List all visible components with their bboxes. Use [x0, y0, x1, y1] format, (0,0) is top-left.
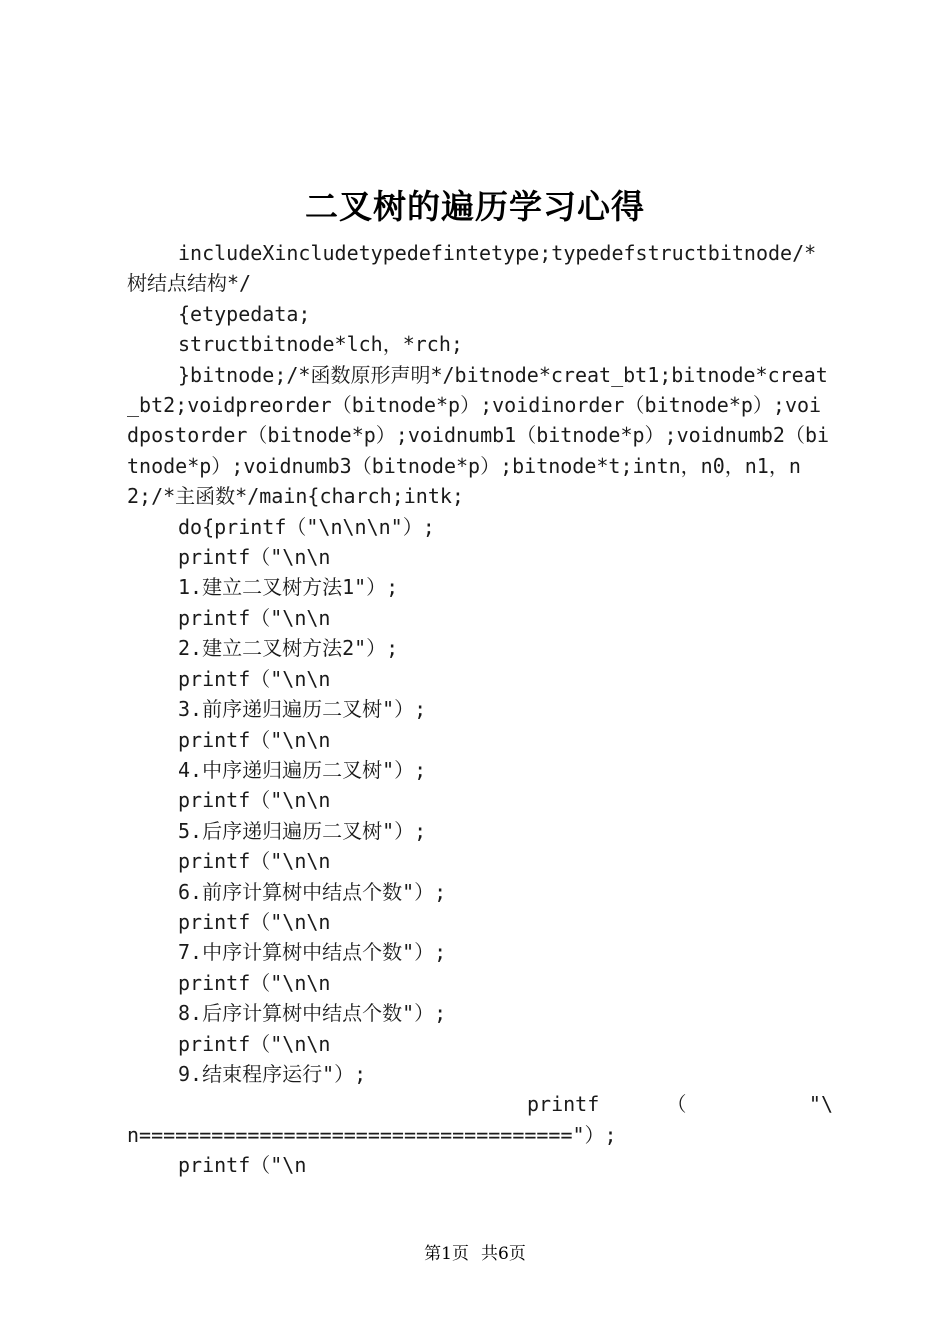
code-paragraph-5: do{printf（"\n\n\n"）; — [178, 514, 435, 539]
menu-item-2: 2.建立二叉树方法2"）; — [178, 636, 399, 661]
code-paragraph-12: printf（"\n\n — [178, 727, 331, 752]
code-paragraph-10: printf（"\n\n — [178, 666, 331, 691]
page-number: 第1页 — [424, 1244, 469, 1264]
menu-item-5: 5.后序递归遍历二叉树"）; — [178, 818, 427, 843]
menu-item-9: 9.结束程序运行"）; — [178, 1061, 367, 1086]
code-paragraph-22: printf（"\n\n — [178, 1031, 331, 1056]
code-paragraph-8: printf（"\n\n — [178, 605, 331, 630]
document-title: 二叉树的遍历学习心得 — [305, 187, 645, 226]
page-footer — [0, 1241, 950, 1267]
code-paragraph-2: {etypedata; — [178, 301, 311, 326]
code-paragraph-16: printf（"\n\n — [178, 849, 331, 874]
code-paragraph-last: printf（"\n — [178, 1153, 307, 1178]
code-paragraph-14: printf（"\n\n — [178, 788, 331, 813]
justified-code-line — [127, 1089, 833, 1119]
document-body — [127, 238, 833, 1181]
menu-item-1: 1.建立二叉树方法1"）; — [178, 575, 399, 600]
menu-item-6: 6.前序计算树中结点个数"）; — [178, 879, 447, 904]
code-paragraph-4: }bitnode;/*函数原形声明*/bitnode*creat_bt1;bitnode*creat_bt2;voidpreorder（bitnode*p）;voidinorder（bitnode*p）;voidpostorder（bitnode*p）;voidnumb1（bitnode*p）;voidnumb2（bitnode*p）;voidnumb3（bitnode*p）;bitnode*t;intn，n0，n1，n2;/*主函数*/main{charch;intk; — [127, 362, 830, 509]
justified-word-1: printf — [527, 1092, 600, 1117]
menu-item-8: 8.后序计算树中结点个数"）; — [178, 1001, 447, 1026]
menu-item-7: 7.中序计算树中结点个数"）; — [178, 940, 447, 965]
code-paragraph-3: structbitnode*lch，*rch; — [178, 332, 463, 357]
code-paragraph-20: printf（"\n\n — [178, 970, 331, 995]
page-total: 共6页 — [481, 1244, 526, 1264]
separator-line: n===================================="）; — [127, 1122, 617, 1147]
menu-item-4: 4.中序递归遍历二叉树"）; — [178, 757, 427, 782]
menu-item-3: 3.前序递归遍历二叉树"）; — [178, 697, 427, 722]
justified-word-3: "\ — [808, 1092, 833, 1117]
code-paragraph-1: includeXincludetypedefintetype;typedefstructbitnode/*树结点结构*/ — [127, 241, 817, 296]
code-paragraph-6: printf（"\n\n — [178, 545, 331, 570]
code-paragraph-18: printf（"\n\n — [178, 909, 331, 934]
justified-word-2: （ — [666, 1092, 742, 1117]
